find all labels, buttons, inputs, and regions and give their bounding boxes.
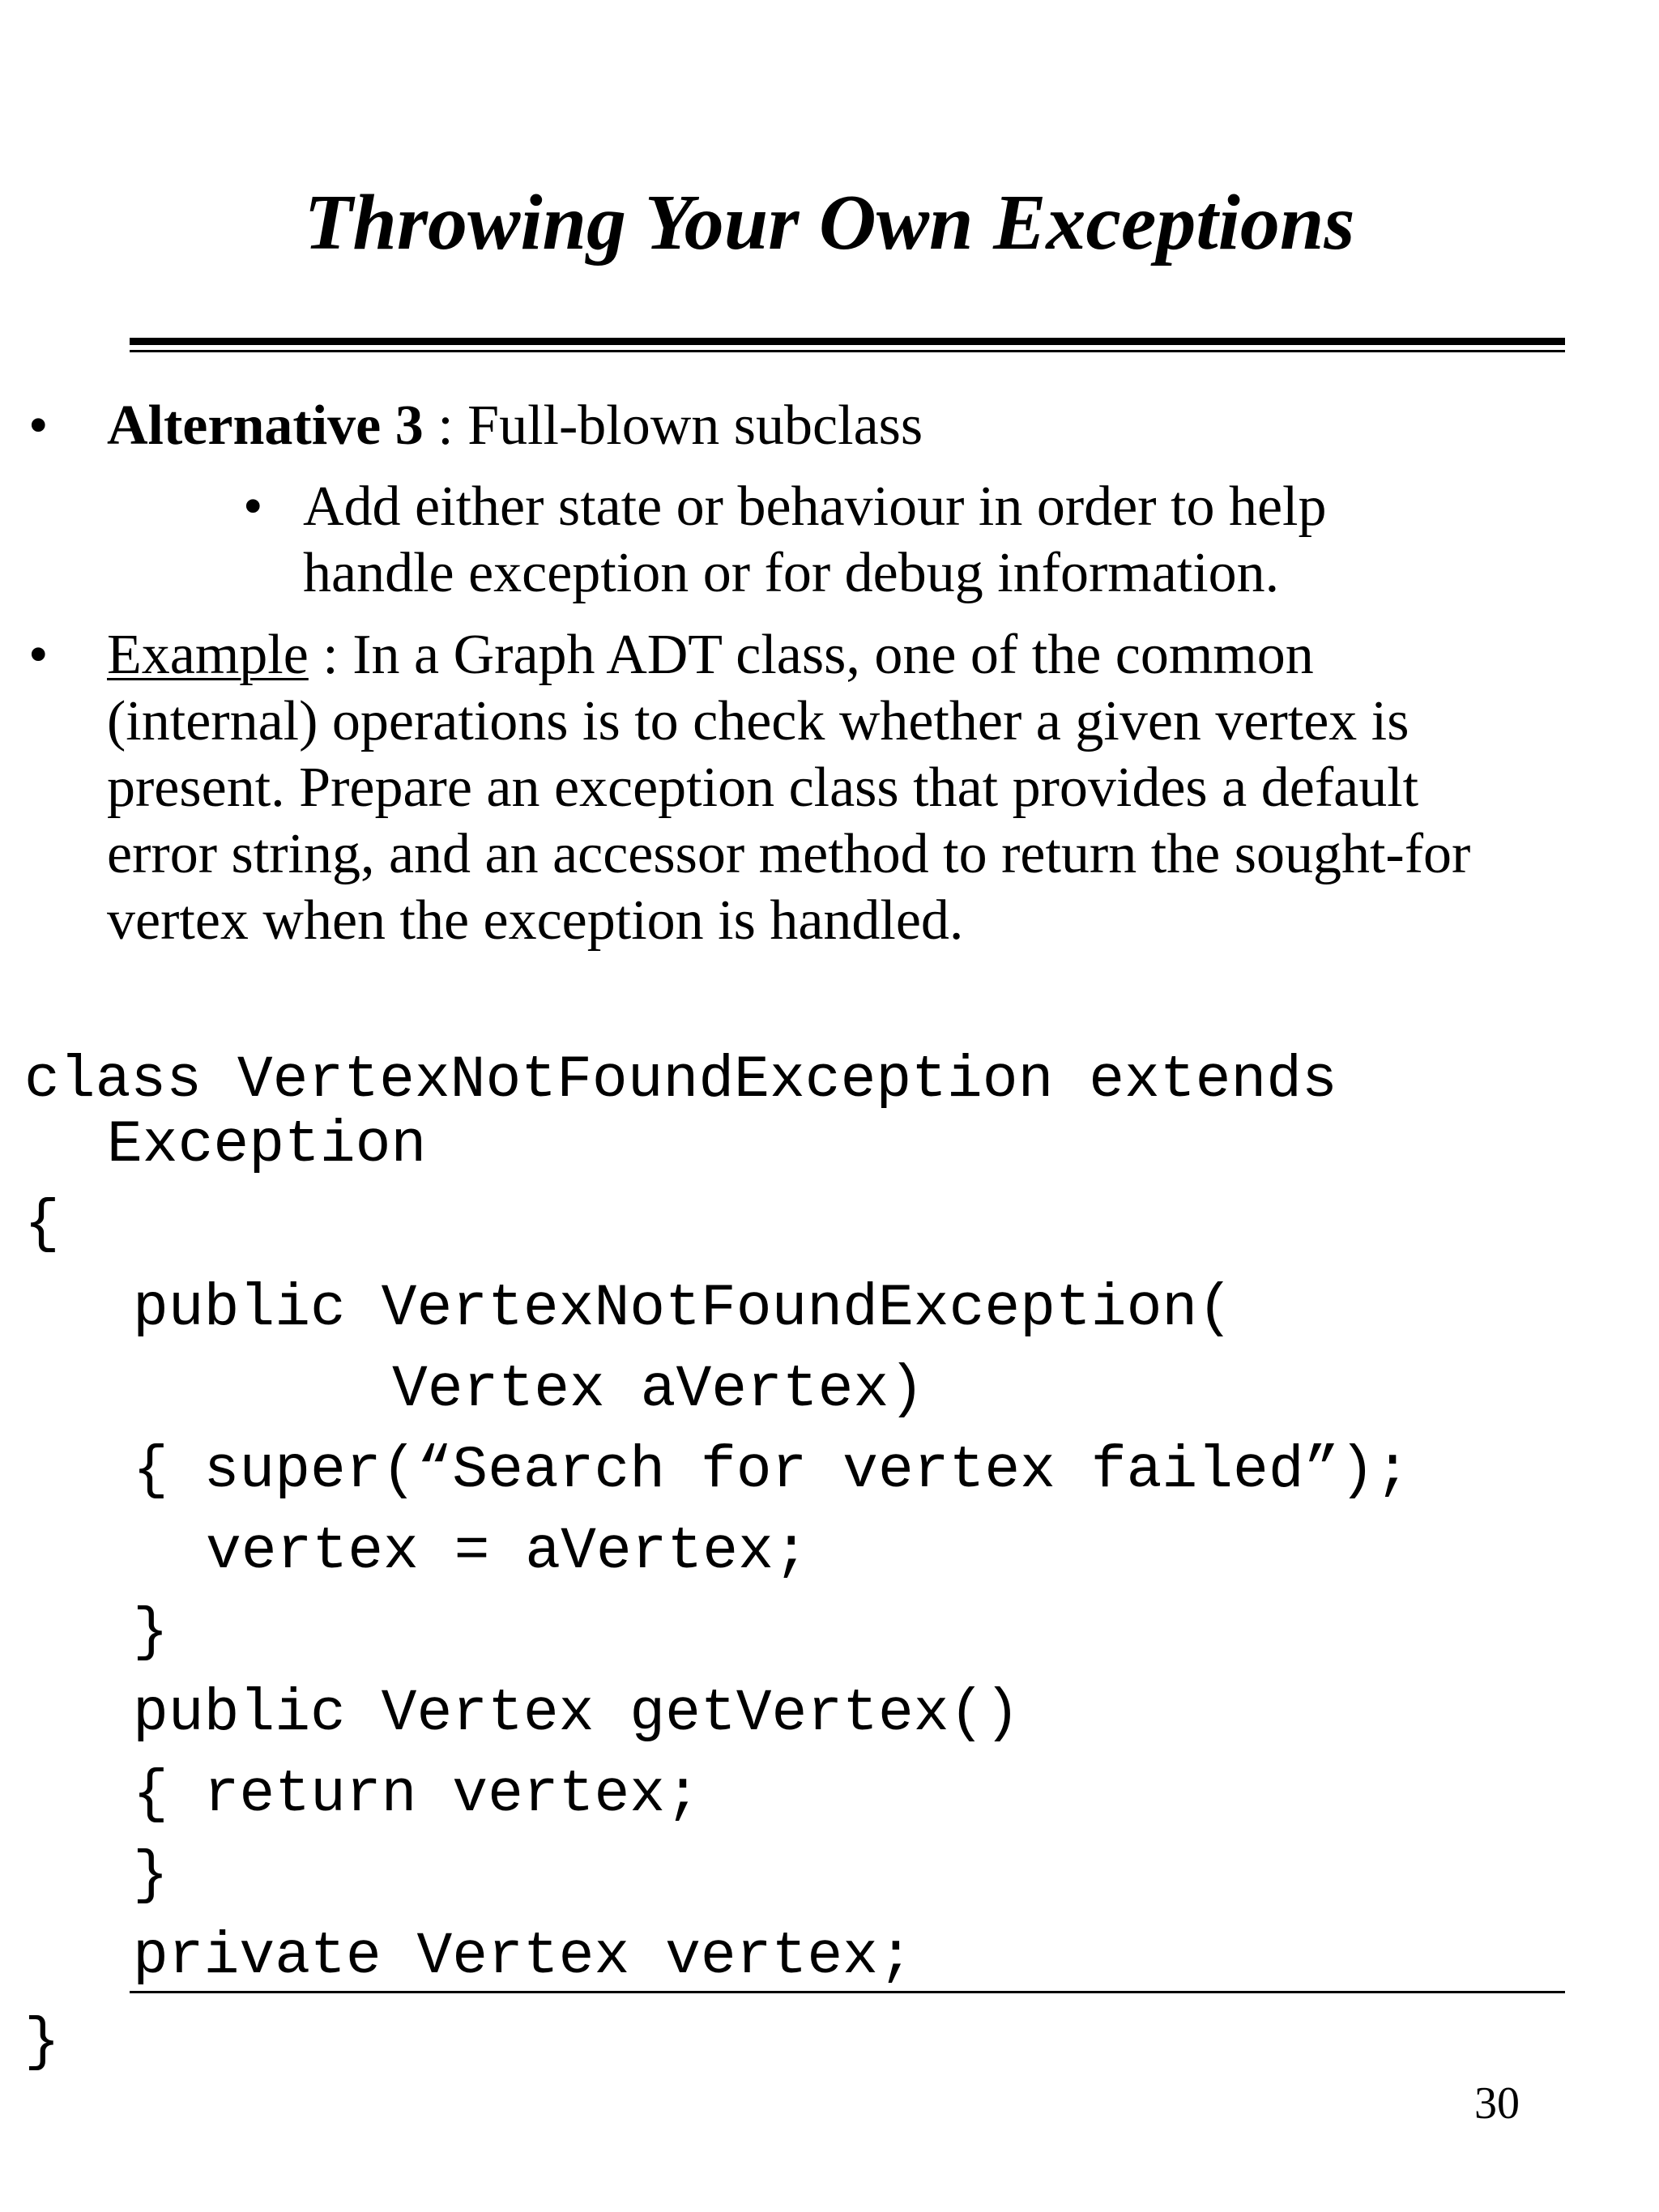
- bullet-text: : In a Graph ADT class, one of the common: [308, 624, 1314, 686]
- bullet-marker: •: [28, 394, 49, 457]
- title-divider-thin: [130, 350, 1565, 352]
- bullet-bold-label: Alternative 3: [107, 394, 424, 457]
- bullet-line: [107, 622, 1470, 688]
- code-line: Exception: [107, 1111, 427, 1178]
- bullet-marker: •: [28, 624, 49, 686]
- example-label: Example: [107, 624, 309, 686]
- bullet-example: [107, 622, 1470, 954]
- sub-bullet-line: handle exception or for debug information.: [303, 542, 1280, 604]
- bullet-text: : Full-blown subclass: [423, 394, 923, 457]
- code-underline-rule: [130, 1991, 1565, 1993]
- code-line: Vertex aVertex): [392, 1356, 925, 1423]
- bullet-line: vertex when the exception is handled.: [107, 889, 964, 952]
- title-divider-thick: [130, 338, 1565, 345]
- code-line: }: [133, 1599, 168, 1666]
- code-line: vertex = aVertex;: [206, 1518, 809, 1585]
- code-line: { super(“Search for vertex failed”);: [133, 1437, 1411, 1504]
- code-line: public Vertex getVertex(): [133, 1680, 1021, 1747]
- code-line: {: [24, 1191, 60, 1258]
- sub-bullet-line: Add either state or behaviour in order to help: [303, 475, 1327, 538]
- bullet-line: present. Prepare an exception class that provides a default: [107, 757, 1419, 819]
- code-line: }: [24, 2009, 60, 2076]
- code-line: { return vertex;: [133, 1761, 701, 1828]
- sub-bullet-text: [303, 474, 1327, 607]
- slide-title: Throwing Your Own Exceptions: [304, 179, 1355, 266]
- code-line: public VertexNotFoundException(: [133, 1275, 1234, 1342]
- code-line: class VertexNotFoundException extends: [24, 1046, 1337, 1114]
- bullet-line: (internal) operations is to check whether a given vertex is: [107, 690, 1410, 752]
- bullet-line: error string, and an accessor method to return the sought-for: [107, 823, 1471, 885]
- bullet-alternative-3: [107, 393, 923, 459]
- code-line: private Vertex vertex;: [133, 1923, 914, 1990]
- code-line: }: [133, 1842, 168, 1909]
- sub-bullet-marker: •: [243, 475, 263, 538]
- page-number: 30: [1474, 2078, 1520, 2129]
